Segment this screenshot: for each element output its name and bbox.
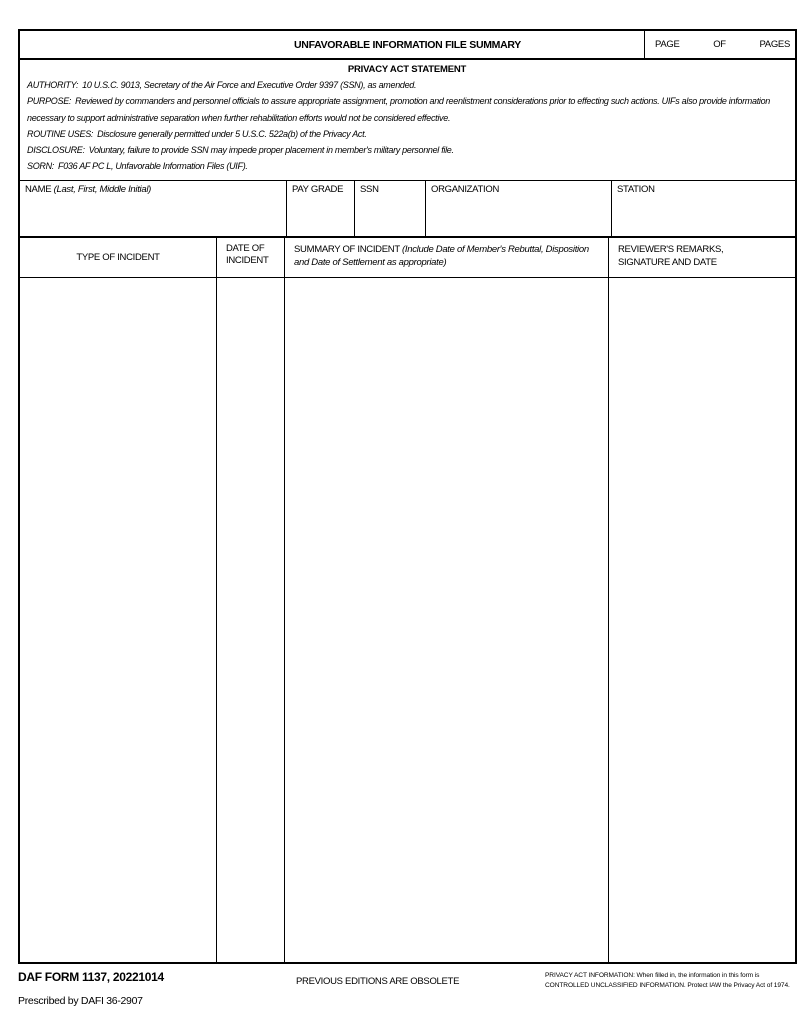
col-header-type-of-incident	[20, 238, 216, 277]
ssn-field[interactable]	[354, 181, 425, 236]
date-of-incident-entry-area[interactable]	[216, 278, 284, 962]
privacy-purpose-label: PURPOSE:	[27, 96, 72, 107]
station-label: STATION	[617, 184, 655, 195]
date-of-incident-label: DATE OF INCIDENT	[226, 243, 269, 266]
ssn-label: SSN	[360, 184, 379, 195]
privacy-authority	[27, 77, 787, 93]
reviewer-remarks-label: REVIEWER'S REMARKS, SIGNATURE AND DATE	[618, 244, 724, 268]
uif-summary-form	[18, 29, 797, 964]
privacy-routine-uses-text: Disclosure generally permitted under 5 U.S.C. 522a(b) of the Privacy Act.	[97, 128, 367, 139]
of-label: OF	[713, 39, 726, 50]
prescribed-by-note: Prescribed by DAFI 36-2907	[18, 995, 143, 1007]
organization-label: ORGANIZATION	[431, 184, 500, 195]
form-number: DAF FORM 1137, 20221014	[18, 970, 164, 984]
privacy-sorn-label: SORN:	[27, 161, 55, 172]
summary-of-incident-entry-area[interactable]	[284, 278, 608, 962]
previous-editions-note: PREVIOUS EDITIONS ARE OBSOLETE	[296, 976, 460, 987]
cui-privacy-note-line1: PRIVACY ACT INFORMATION: When filled in, the information in this form is	[545, 972, 760, 979]
summary-of-incident-note: (Include Date of Member's Rebuttal, Disposition and Date of Settlement as appropriate)	[294, 244, 589, 268]
privacy-sorn	[27, 158, 787, 174]
name-label: NAME	[25, 184, 52, 195]
pay-grade-label: PAY GRADE	[292, 184, 344, 195]
page-of-pages-cell	[644, 31, 795, 58]
pay-grade-field[interactable]	[286, 181, 354, 236]
type-of-incident-entry-area[interactable]	[20, 278, 216, 962]
privacy-disclosure	[27, 142, 787, 158]
privacy-act-statement	[20, 60, 795, 181]
name-format-note: (Last, First, Middle Initial)	[53, 184, 152, 195]
incident-table-header	[20, 238, 795, 278]
pages-label: PAGES	[759, 39, 790, 50]
form-title: UNFAVORABLE INFORMATION FILE SUMMARY	[294, 38, 521, 51]
reviewer-remarks-entry-area[interactable]	[608, 278, 795, 962]
col-header-date-of-incident	[216, 238, 284, 277]
privacy-sorn-text: F036 AF PC L, Unfavorable Information Files (UIF).	[58, 161, 248, 172]
name-field[interactable]	[20, 181, 286, 236]
summary-of-incident-label: SUMMARY OF INCIDENT	[294, 244, 400, 255]
privacy-routine-uses	[27, 126, 787, 142]
form-title-row	[20, 31, 795, 60]
col-header-summary-of-incident	[284, 238, 608, 277]
privacy-act-title: PRIVACY ACT STATEMENT	[347, 64, 467, 75]
type-of-incident-label: TYPE OF INCIDENT	[76, 252, 160, 263]
page-label: PAGE	[655, 39, 680, 50]
privacy-routine-uses-label: ROUTINE USES:	[27, 128, 94, 139]
privacy-disclosure-text: Voluntary, failure to provide SSN may impede proper placement in member's military personnel file.	[88, 145, 454, 156]
identity-row	[20, 181, 795, 238]
privacy-authority-label: AUTHORITY:	[27, 80, 79, 90]
privacy-purpose	[27, 93, 787, 126]
organization-field[interactable]	[425, 181, 611, 236]
privacy-authority-text: 10 U.S.C. 9013, Secretary of the Air Force and Executive Order 9397 (SSN), as amended.	[82, 80, 417, 90]
cui-privacy-note	[545, 971, 801, 990]
cui-privacy-note-line2: CONTROLLED UNCLASSIFIED INFORMATION. Protect IAW the Privacy Act of 1974.	[545, 981, 790, 989]
col-header-reviewer-remarks	[608, 238, 795, 277]
privacy-disclosure-label: DISCLOSURE:	[27, 145, 85, 156]
incident-table-body	[20, 278, 795, 962]
station-field[interactable]	[611, 181, 795, 236]
privacy-purpose-text: Reviewed by commanders and personnel officials to assure appropriate assignment, promotion and reenlistment considerations prior to effecting such actions. UIFs also provide information necessary to support administrative separation when further rehabilitation efforts would not be considered effective.	[27, 96, 771, 123]
